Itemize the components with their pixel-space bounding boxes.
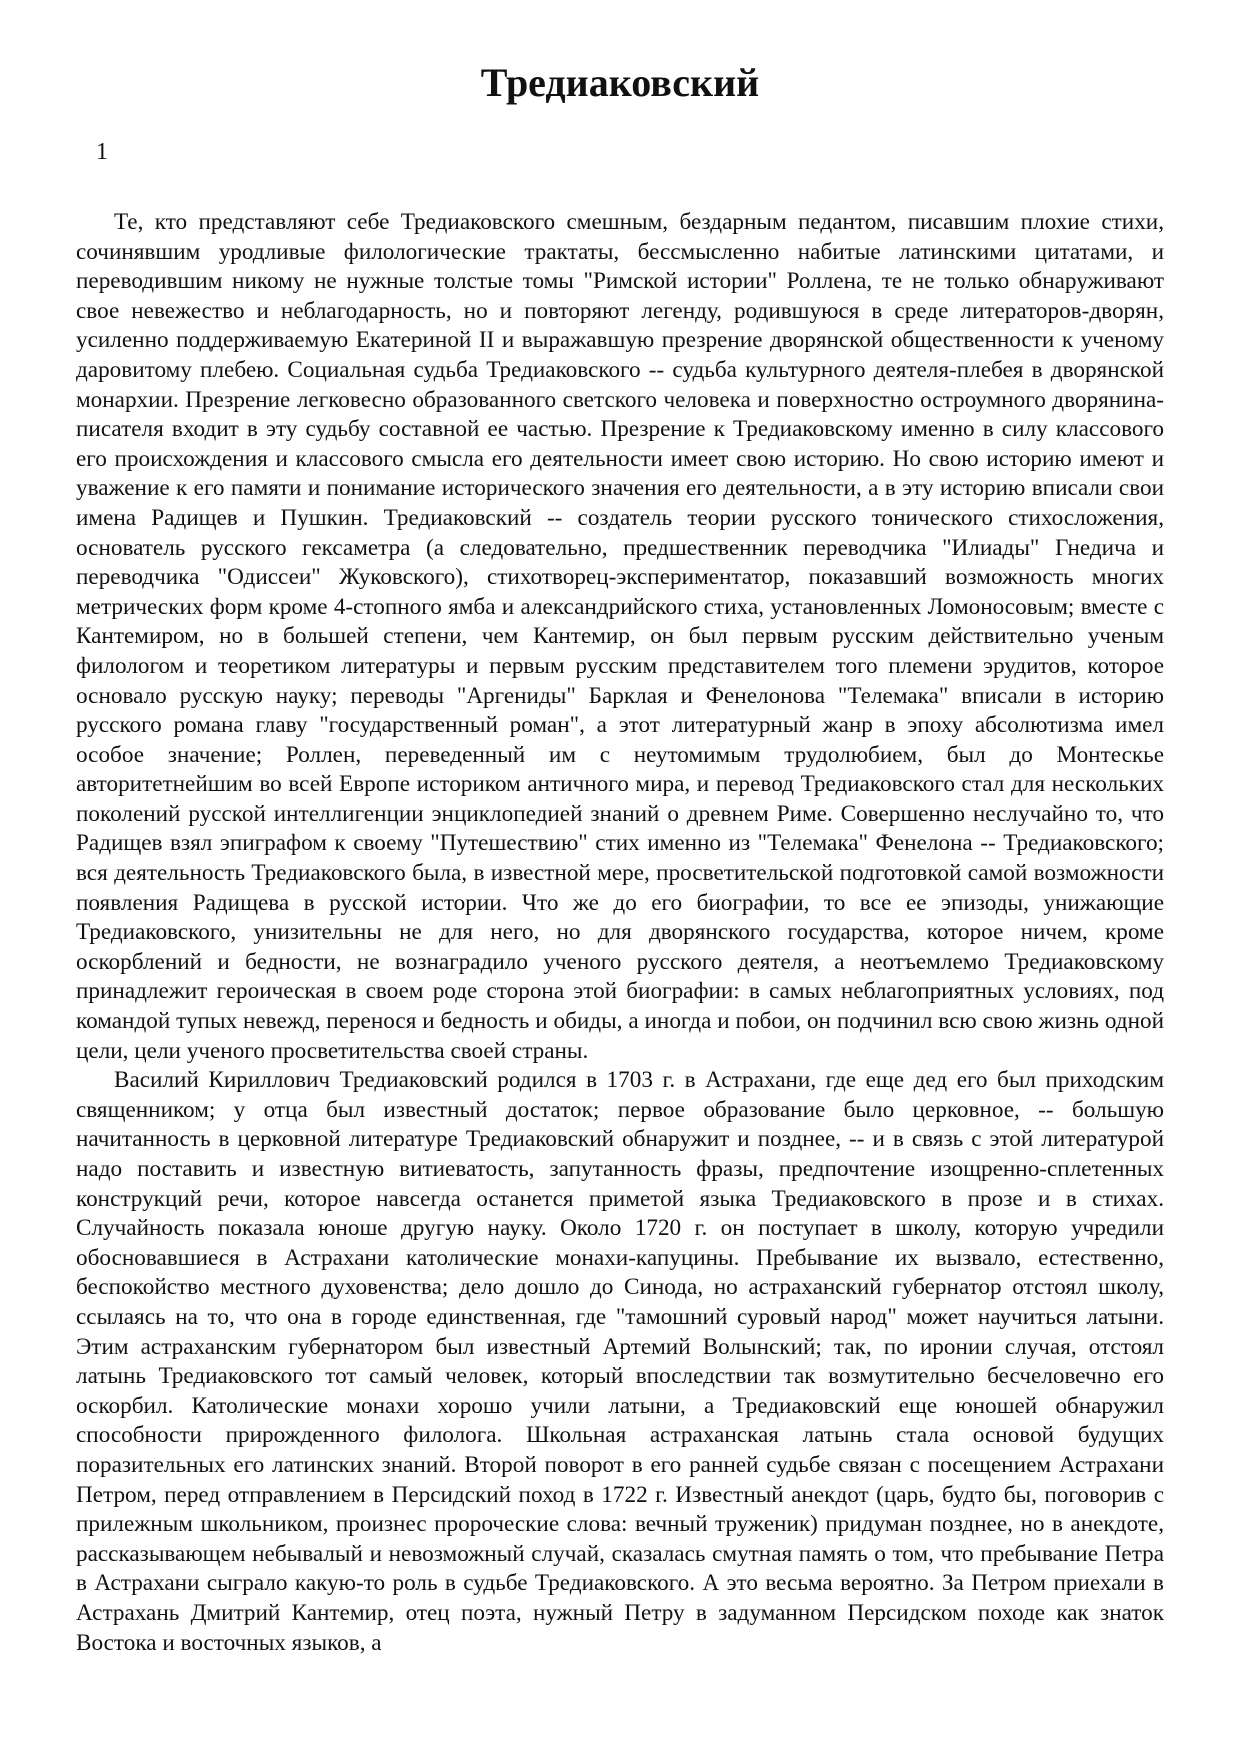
- document-body: [76, 208, 1164, 1658]
- section-number: 1: [96, 139, 108, 165]
- paragraph-2: Василий Кириллович Тредиаковский родился в 1703 г. в Астрахани, где еще дед его был приходским священником; у отца был известный достаток; первое образование было церковное, -- большую начитанность в церковной литературе Тредиаковский обнаружит и позднее, -- и в связь с этой литературой надо поставить и известную витиеватость, запутанность фразы, предпочтение изощренно-сплетенных конструкций речи, которое навсегда останется приметой языка Тредиаковского в прозе и в стихах. Случайность показала юноше другую науку. Около 1720 г. он поступает в школу, которую учредили обосновавшиеся в Астрахани католические монахи-капуцины. Пребывание их вызвало, естественно, беспокойство местного духовенства; дело дошло до Синода, но астраханский губернатор отстоял школу, ссылаясь на то, что она в городе единственная, где "тамошний суровый народ" может научиться латыни. Этим астраханским губернатором был известный Артемий Волынский; так, по иронии случая, отстоял латынь Тредиаковского тот самый человек, который впоследствии так возмутительно бесчеловечно его оскорбил. Католические монахи хорошо учили латыни, а Тредиаковский еще юношей обнаружил способности прирожденного филолога. Школьная астраханская латынь стала основой будущих поразительных его латинских знаний. Второй поворот в его ранней судьбе связан с посещением Астрахани Петром, перед отправлением в Персидский поход в 1722 г. Известный анекдот (царь, будто бы, поговорив с прилежным школьником, произнес пророческие слова: вечный труженик) придуман позднее, но в анекдоте, рассказывающем небывалый и невозможный случай, сказалась смутная память о том, что пребывание Петра в Астрахани сыграло какую-то роль в судьбе Тредиаковского. А это весьма вероятно. За Петром приехали в Астрахань Дмитрий Кантемир, отец поэта, нужный Петру в задуманном Персидском походе как знаток Востока и восточных языков, а: [76, 1067, 1164, 1656]
- document-title: Тредиаковский: [480, 60, 760, 105]
- paragraph-1: Те, кто представляют себе Тредиаковского смешным, бездарным педантом, писавшим плохие стихи, сочинявшим уродливые филологические трактаты, бессмысленно набитые латинскими цитатами, и переводившим никому не нужные толстые томы "Римской истории" Роллена, те не только обнаруживают свое невежество и неблагодарность, но и повторяют легенду, родившуюся в среде литераторов-дворян, усиленно поддерживаемую Екатериной II и выражавшую презрение дворянской общественности к ученому даровитому плебею. Социальная судьба Тредиаковского -- судьба культурного деятеля-плебея в дворянской монархии. Презрение легковесно образованного светского человека и поверхностно остроумного дворянина-писателя входит в эту судьбу составной ее частью. Презрение к Тредиаковскому именно в силу классового его происхождения и классового смысла его деятельности имеет свою историю. Но свою историю имеют и уважение к его памяти и понимание исторического значения его деятельности, а в эту историю вписали свои имена Радищев и Пушкин. Тредиаковский -- создатель теории русского тонического стихосложения, основатель русского гексаметра (а следовательно, предшественник переводчика "Илиады" Гнедича и переводчика "Одиссеи" Жуковского), стихотворец-экспериментатор, показавший возможность многих метрических форм кроме 4-стопного ямба и александрийского стиха, установленных Ломоносовым; вместе с Кантемиром, но в большей степени, чем Кантемир, он был первым русским действительно ученым филологом и теоретиком литературы и первым русским представителем того племени эрудитов, которое основало русскую науку; переводы "Аргениды" Барклая и Фенелонова "Телемака" вписали в историю русского романа главу "государственный роман", а этот литературный жанр в эпоху абсолютизма имел особое значение; Роллен, переведенный им с неутомимым трудолюбием, был до Монтескье авторитетнейшим во всей Европе историком античного мира, и перевод Тредиаковского стал для нескольких поколений русской интеллигенции энциклопедией знаний о древнем Риме. Совершенно неслучайно то, что Радищев взял эпиграфом к своему "Путешествию" стих именно из "Телемака" Фенелона -- Тредиаковского; вся деятельность Тредиаковского была, в известной мере, просветительской подготовкой самой возможности появления Радищева в русской истории. Что же до его биографии, то все ее эпизоды, унижающие Тредиаковского, унизительны не для него, но для дворянского государства, которое ничем, кроме оскорблений и бедности, не вознаградило ученого русского деятеля, а неотъемлемо Тредиаковскому принадлежит героическая в своем роде сторона этой биографии: в самых неблагоприятных условиях, под командой тупых невежд, перенося и бедность и обиды, а иногда и побои, он подчинил всю свою жизнь одной цели, цели ученого просветительства своей страны.: [76, 209, 1164, 1064]
- document-page: [76, 0, 1164, 1658]
